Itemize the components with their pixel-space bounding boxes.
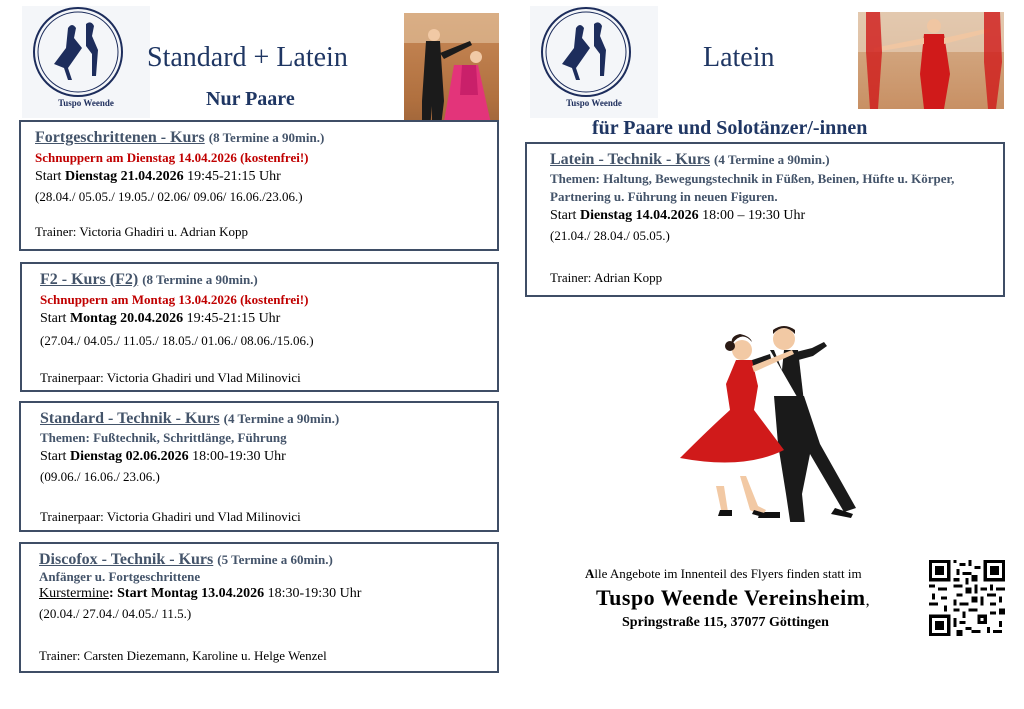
start-day: Dienstag 14.04.2026 xyxy=(579,208,699,223)
course-detail: (4 Termine a 90min.) xyxy=(714,152,830,167)
course-detail: (8 Termine a 90min.) xyxy=(208,130,325,145)
start-prefix: Start xyxy=(550,208,577,223)
page-title-left: Standard + Latein xyxy=(147,42,348,73)
course-card-discofox xyxy=(19,542,499,673)
tango-couple-illustration xyxy=(670,326,862,522)
start-day: Dienstag 21.04.2026 xyxy=(64,169,184,184)
club-logo-right xyxy=(530,6,658,118)
latin-dancer-photo xyxy=(858,12,1004,109)
start-time: 18:00 – 19:30 Uhr xyxy=(702,208,806,223)
course-themes: Anfänger u. Fortgeschrittene xyxy=(39,569,201,584)
course-title[interactable]: F2 - Kurs (F2) xyxy=(40,271,139,288)
start-time: 19:45-21:15 Uhr xyxy=(187,169,281,184)
course-title[interactable]: Fortgeschrittenen - Kurs xyxy=(35,129,205,146)
start-time: 18:30-19:30 Uhr xyxy=(267,586,362,601)
course-card-latein-technik xyxy=(525,142,1005,297)
start-day: Dienstag 02.06.2026 xyxy=(69,449,189,464)
start-prefix: Start xyxy=(35,169,62,184)
start-prefix: Start xyxy=(40,311,67,326)
page-title-right: Latein xyxy=(703,42,775,73)
trial-notice: Schnuppern am Dienstag 14.04.2026 (kostenfrei!) xyxy=(35,150,309,165)
start-time: 18:00-19:30 Uhr xyxy=(192,449,286,464)
course-trainer: Trainer: Carsten Diezemann, Karoline u. Helge Wenzel xyxy=(39,648,327,663)
venue-name-text: Tuspo Weende Vereinsheim xyxy=(596,585,866,610)
venue-note-text: lle Angebote im Innenteil des Flyers finden statt im xyxy=(594,566,862,581)
course-detail: (4 Termine a 90min.) xyxy=(223,411,340,426)
start-prefix: Start xyxy=(40,449,67,464)
course-card-standard-technik xyxy=(19,401,499,532)
course-detail: (5 Termine a 60min.) xyxy=(217,552,333,567)
course-trainer: Trainer: Adrian Kopp xyxy=(550,270,663,285)
course-themes: Themen: Fußtechnik, Schrittlänge, Führung xyxy=(40,430,287,445)
course-card-fortgeschrittenen xyxy=(19,120,499,251)
logo-club-name: Tuspo Weende xyxy=(58,98,114,108)
course-card-f2 xyxy=(20,262,499,392)
venue-note xyxy=(585,566,862,582)
course-title[interactable]: Standard - Technik - Kurs xyxy=(40,410,220,427)
course-title[interactable]: Discofox - Technik - Kurs xyxy=(39,551,214,568)
trial-notice: Schnuppern am Montag 13.04.2026 (kostenfrei!) xyxy=(40,292,309,307)
course-dates: (28.04./ 05.05./ 19.05./ 02.06/ 09.06/ 16.06./23.06.) xyxy=(35,189,303,204)
course-dates: (09.06./ 16.06./ 23.06.) xyxy=(40,469,160,484)
logo-club-name: Tuspo Weende xyxy=(566,98,622,108)
course-detail: (8 Termine a 90min.) xyxy=(142,272,258,287)
page-subtitle-right: für Paare und Solotänzer/-innen xyxy=(592,117,868,139)
start-day: Montag 13.04.2026 xyxy=(150,586,265,601)
start-time: 19:45-21:15 Uhr xyxy=(186,311,281,326)
course-dates: (20.04./ 27.04./ 04.05./ 11.5.) xyxy=(39,606,192,621)
venue-note-initial: A xyxy=(585,566,595,581)
venue-name-suffix: , xyxy=(865,592,871,609)
course-dates: (21.04./ 28.04./ 05.05.) xyxy=(550,228,670,243)
course-themes: Themen: Haltung, Bewegungstechnik in Füßen, Beinen, Hüfte u. Körper, Partnering u. Führung in neuen Figuren. xyxy=(550,171,955,204)
start-day: Montag 20.04.2026 xyxy=(69,311,184,326)
qr-code-icon[interactable] xyxy=(929,560,1005,636)
course-title[interactable]: Latein - Technik - Kurs xyxy=(550,151,711,168)
start-prefix: : Start xyxy=(108,586,148,601)
course-trainer: Trainer: Victoria Ghadiri u. Adrian Kopp xyxy=(35,224,248,239)
course-dates: (27.04./ 04.05./ 11.05./ 18.05./ 01.06./ 08.06./15.06.) xyxy=(40,333,314,348)
page-subtitle-left: Nur Paare xyxy=(206,88,295,110)
club-logo-left xyxy=(22,6,150,118)
course-trainer: Trainerpaar: Victoria Ghadiri und Vlad Milinovici xyxy=(40,509,301,524)
course-trainer: Trainerpaar: Victoria Ghadiri und Vlad Milinovici xyxy=(40,370,301,385)
course-dates-label: Kurstermine xyxy=(39,586,109,601)
venue-name xyxy=(596,585,870,611)
venue-address: Springstraße 115, 37077 Göttingen xyxy=(622,615,829,630)
